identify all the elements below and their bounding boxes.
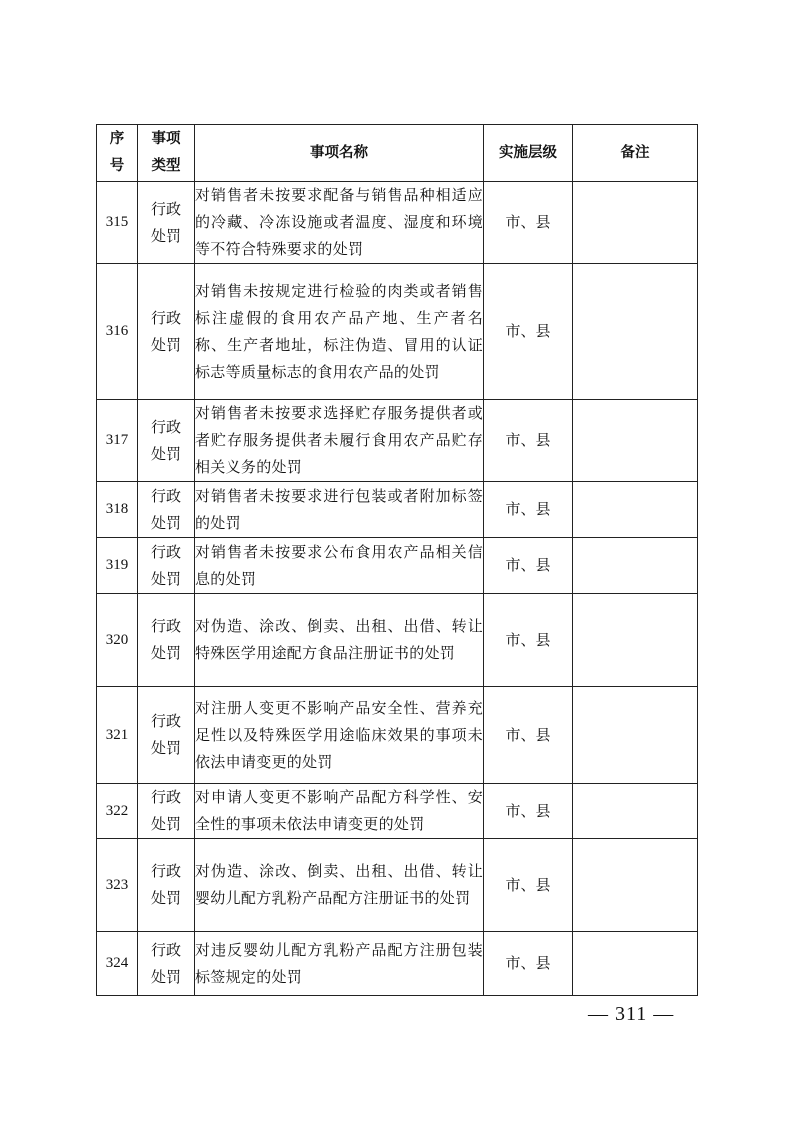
row-type bbox=[138, 182, 195, 264]
page-number: — 311 — bbox=[588, 1003, 675, 1025]
row-type-line: 行政 bbox=[150, 417, 181, 436]
header-seq bbox=[97, 125, 138, 182]
header-note: 备注 bbox=[573, 125, 698, 182]
row-type bbox=[138, 538, 195, 594]
row-type-line: 处罚 bbox=[150, 644, 181, 662]
row-item-name: 对销售者未按要求公布食用农产品相关信息的处罚 bbox=[195, 538, 484, 594]
header-seq-line1: 序 bbox=[109, 131, 125, 147]
row-type-line: 处罚 bbox=[150, 569, 181, 588]
row-item-name: 对销售未按规定进行检验的肉类或者销售标注虚假的食用农产品产地、生产者名称、生产者地址，标注伪造、冒用的认证标志等质量标志的食用农产品的处罚 bbox=[195, 264, 484, 400]
header-name: 事项名称 bbox=[195, 125, 484, 182]
row-level: 市、县 bbox=[484, 594, 573, 687]
table-row bbox=[97, 932, 698, 996]
row-level: 市、县 bbox=[484, 182, 573, 264]
row-type-line: 行政 bbox=[150, 308, 181, 327]
items-table bbox=[96, 124, 698, 996]
table-row bbox=[97, 482, 698, 538]
row-type-line: 处罚 bbox=[150, 444, 181, 463]
row-type-line: 行政 bbox=[150, 542, 181, 561]
row-type-line: 处罚 bbox=[150, 889, 181, 907]
header-type-line1: 事项 bbox=[151, 131, 181, 147]
row-type-line: 处罚 bbox=[150, 226, 181, 245]
row-type-line: 处罚 bbox=[150, 513, 181, 532]
row-type-line: 行政 bbox=[150, 940, 181, 959]
row-note bbox=[573, 932, 698, 996]
row-seq: 322 bbox=[97, 784, 138, 839]
row-seq: 317 bbox=[97, 400, 138, 482]
row-item-name: 对销售者未按要求进行包装或者附加标签的处罚 bbox=[195, 482, 484, 538]
row-type bbox=[138, 482, 195, 538]
row-item-name: 对伪造、涂改、倒卖、出租、出借、转让婴幼儿配方乳粉产品配方注册证书的处罚 bbox=[195, 839, 484, 932]
row-note bbox=[573, 182, 698, 264]
row-note bbox=[573, 784, 698, 839]
row-type bbox=[138, 594, 195, 687]
row-type-line: 行政 bbox=[150, 199, 181, 218]
row-type-line: 行政 bbox=[150, 617, 181, 635]
row-seq: 324 bbox=[97, 932, 138, 996]
row-type bbox=[138, 784, 195, 839]
row-type bbox=[138, 839, 195, 932]
row-seq: 318 bbox=[97, 482, 138, 538]
row-seq: 321 bbox=[97, 687, 138, 784]
row-level: 市、县 bbox=[484, 264, 573, 400]
row-seq: 320 bbox=[97, 594, 138, 687]
header-type bbox=[138, 125, 195, 182]
row-item-name: 对注册人变更不影响产品安全性、营养充足性以及特殊医学用途临床效果的事项未依法申请变更的处罚 bbox=[195, 687, 484, 784]
row-item-name: 对申请人变更不影响产品配方科学性、安全性的事项未依法申请变更的处罚 bbox=[195, 784, 484, 839]
row-type bbox=[138, 687, 195, 784]
row-type-line: 行政 bbox=[150, 486, 181, 505]
row-level: 市、县 bbox=[484, 839, 573, 932]
table-header-row bbox=[97, 125, 698, 182]
row-level: 市、县 bbox=[484, 482, 573, 538]
row-type-line: 处罚 bbox=[150, 815, 181, 833]
row-type-line: 处罚 bbox=[150, 335, 181, 354]
table-row bbox=[97, 264, 698, 400]
row-level: 市、县 bbox=[484, 784, 573, 839]
row-type bbox=[138, 264, 195, 400]
row-item-name: 对销售者未按要求配备与销售品种相适应的冷藏、冷冻设施或者温度、湿度和环境等不符合特殊要求的处罚 bbox=[195, 182, 484, 264]
row-item-name: 对销售者未按要求选择贮存服务提供者或者贮存服务提供者未履行食用农产品贮存相关义务的处罚 bbox=[195, 400, 484, 482]
table-row bbox=[97, 687, 698, 784]
table-row bbox=[97, 594, 698, 687]
header-seq-line2: 号 bbox=[109, 158, 125, 174]
row-seq: 323 bbox=[97, 839, 138, 932]
row-type bbox=[138, 932, 195, 996]
row-level: 市、县 bbox=[484, 932, 573, 996]
row-seq: 316 bbox=[97, 264, 138, 400]
table-row bbox=[97, 839, 698, 932]
row-seq: 319 bbox=[97, 538, 138, 594]
row-seq: 315 bbox=[97, 182, 138, 264]
row-type bbox=[138, 400, 195, 482]
row-type-line: 处罚 bbox=[150, 739, 181, 757]
table-row bbox=[97, 538, 698, 594]
row-note bbox=[573, 482, 698, 538]
row-item-name: 对伪造、涂改、倒卖、出租、出借、转让特殊医学用途配方食品注册证书的处罚 bbox=[195, 594, 484, 687]
table-row bbox=[97, 182, 698, 264]
row-level: 市、县 bbox=[484, 538, 573, 594]
row-type-line: 行政 bbox=[150, 788, 181, 806]
row-note bbox=[573, 687, 698, 784]
row-note bbox=[573, 594, 698, 687]
row-note bbox=[573, 400, 698, 482]
row-level: 市、县 bbox=[484, 687, 573, 784]
row-note bbox=[573, 839, 698, 932]
header-type-line2: 类型 bbox=[151, 158, 181, 174]
row-note bbox=[573, 538, 698, 594]
table-row bbox=[97, 400, 698, 482]
header-level: 实施层级 bbox=[484, 125, 573, 182]
row-type-line: 行政 bbox=[150, 862, 181, 880]
row-type-line: 处罚 bbox=[150, 967, 181, 986]
table-row bbox=[97, 784, 698, 839]
row-type-line: 行政 bbox=[150, 712, 181, 730]
row-item-name: 对违反婴幼儿配方乳粉产品配方注册包装标签规定的处罚 bbox=[195, 932, 484, 996]
row-note bbox=[573, 264, 698, 400]
row-level: 市、县 bbox=[484, 400, 573, 482]
